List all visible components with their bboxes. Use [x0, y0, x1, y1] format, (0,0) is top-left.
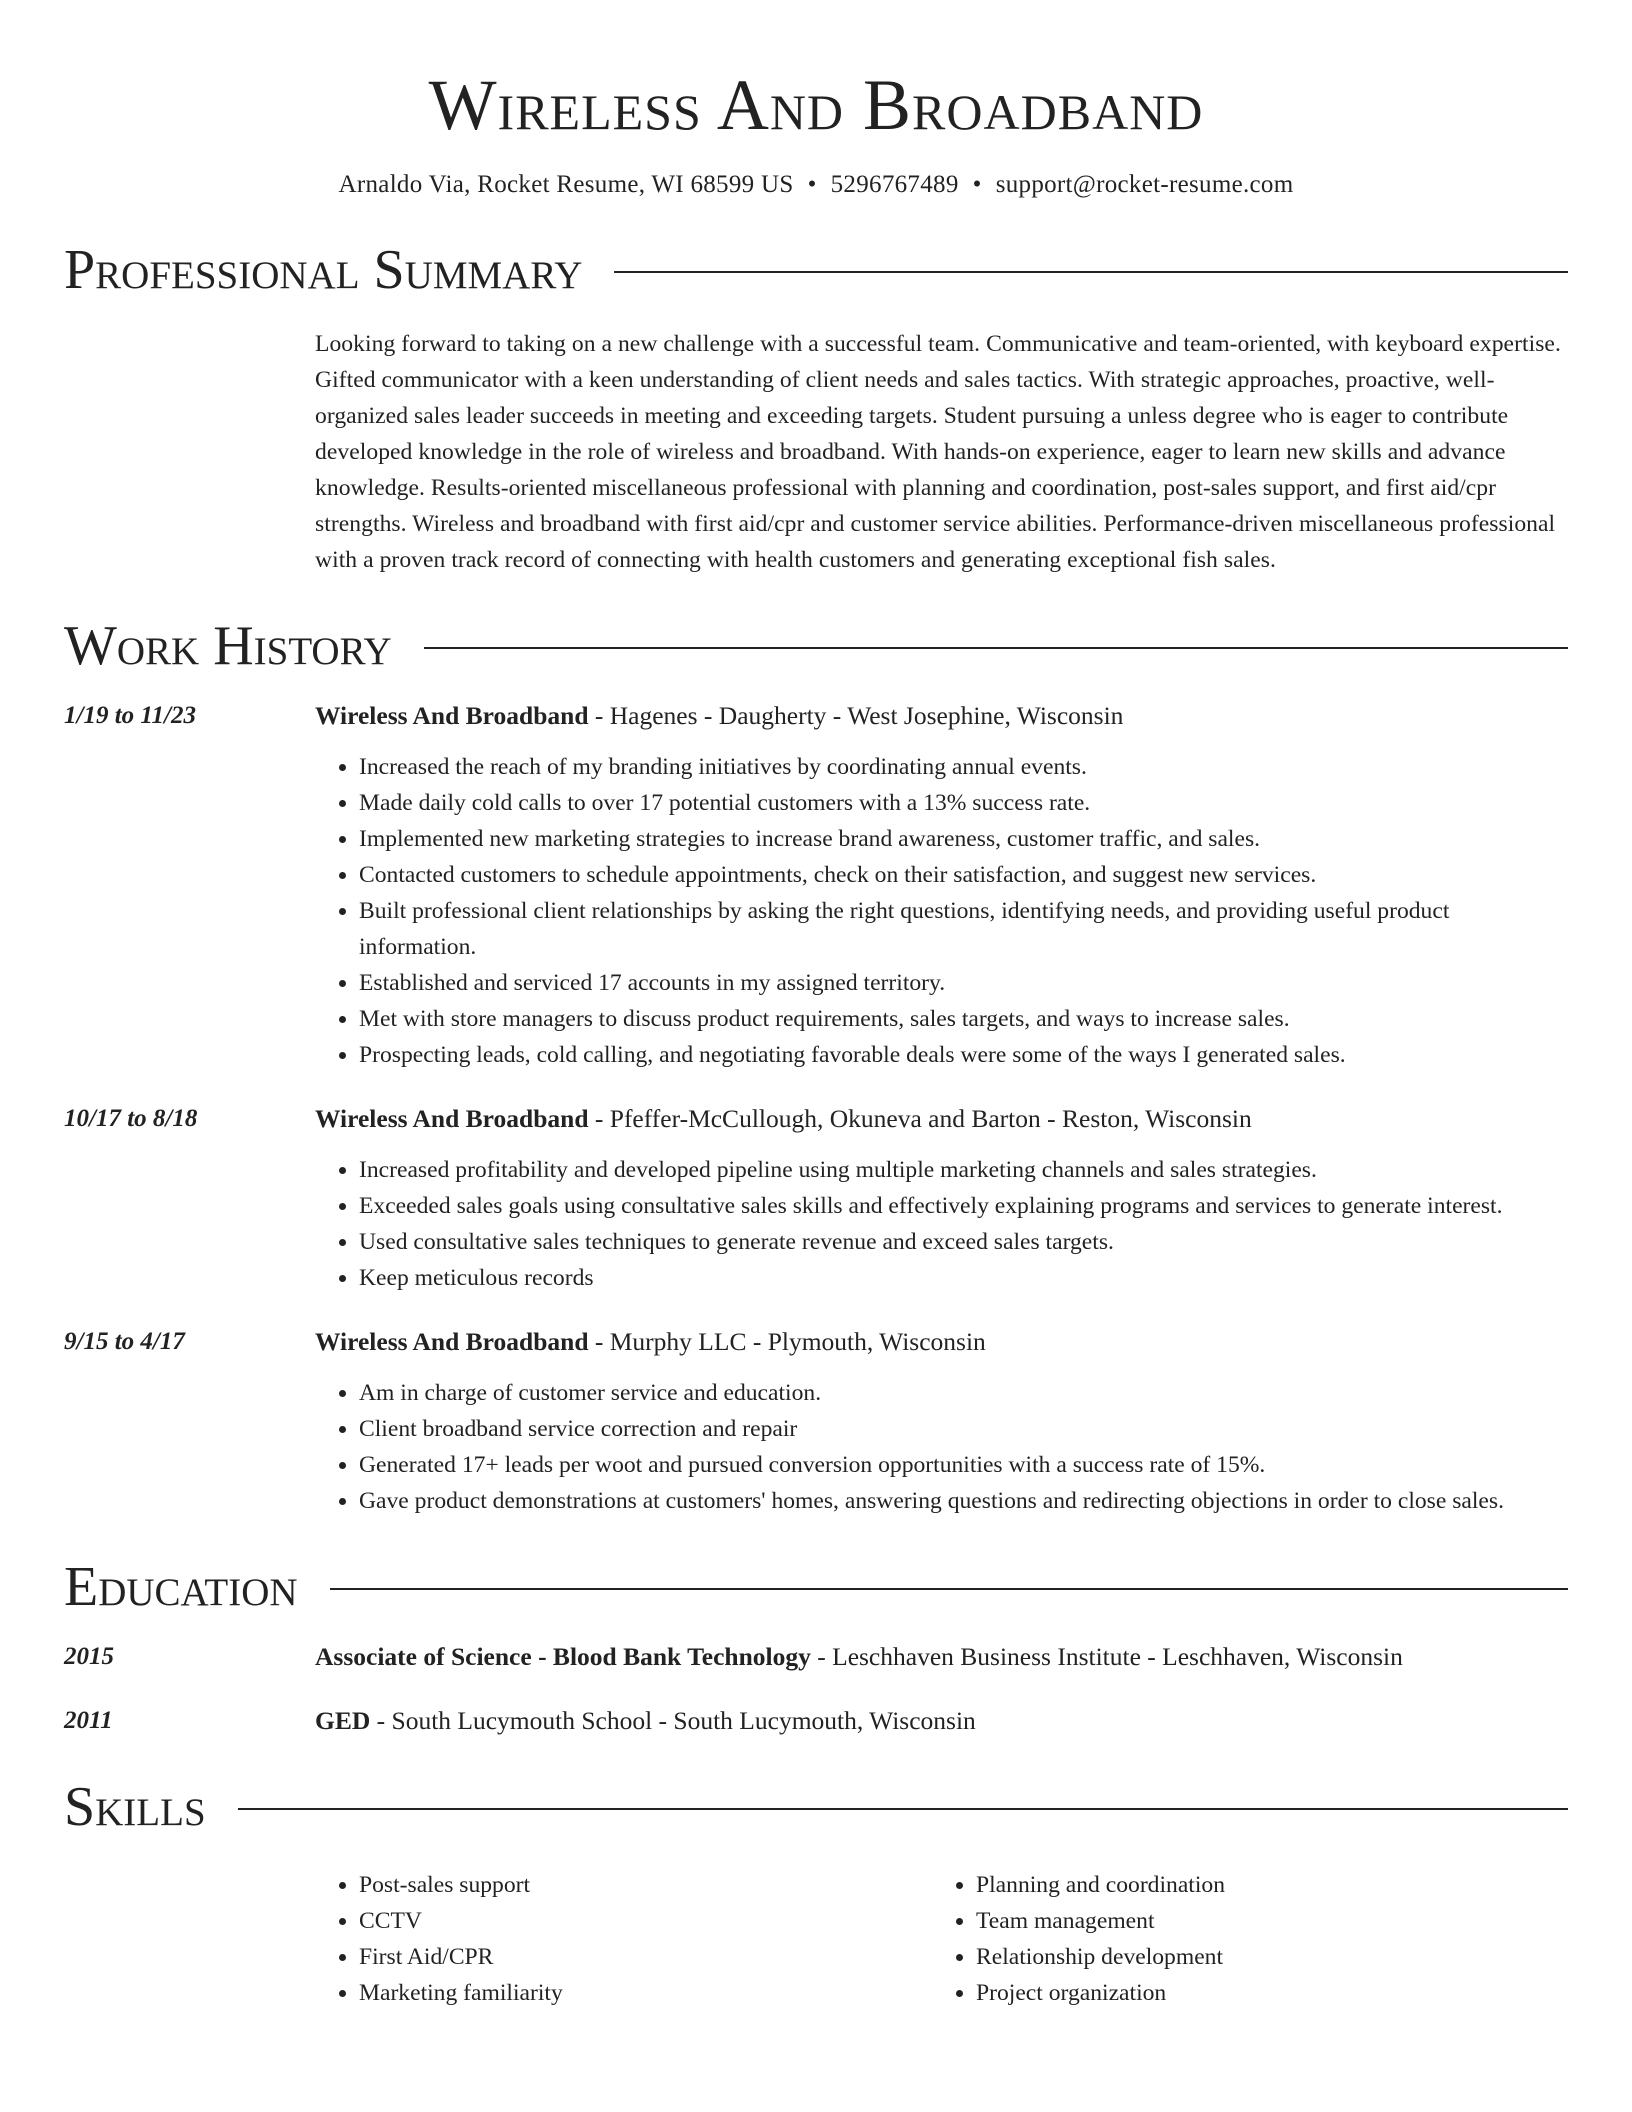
skill-item: • Project organization	[976, 1975, 1549, 2011]
skills-section-header	[64, 1775, 1568, 1839]
job-bullets	[315, 1375, 1568, 1519]
job-role: Wireless And Broadband	[315, 1104, 589, 1133]
skill-item: • Post-sales support	[359, 1867, 932, 1903]
job-bullet: • Exceeded sales goals using consultative sales skills and effectively explaining programs and services to generate interest.	[359, 1188, 1568, 1224]
job-bullet: • Established and serviced 17 accounts in my assigned territory.	[359, 965, 1568, 1001]
education-section-title: Education	[64, 1556, 298, 1618]
candidate-name: Wireless And Broadband	[428, 65, 1204, 145]
job-bullet: • Increased the reach of my branding initiatives by coordinating annual events.	[359, 749, 1568, 785]
job-entry	[64, 698, 1568, 1073]
skill-item: • CCTV	[359, 1903, 932, 1939]
education-entry	[64, 1703, 1568, 1739]
job-title-line	[315, 698, 1568, 734]
job-content	[315, 1101, 1568, 1296]
skills-left-column	[315, 1867, 932, 2011]
job-employer: - Murphy LLC - Plymouth, Wisconsin	[588, 1327, 986, 1356]
job-bullet: • Contacted customers to schedule appointments, check on their satisfaction, and suggest new services.	[359, 857, 1568, 893]
section-divider	[424, 647, 1568, 649]
job-bullet: • Increased profitability and developed pipeline using multiple marketing channels and sales strategies.	[359, 1152, 1568, 1188]
job-bullet: • Built professional client relationships by asking the right questions, identifying needs, and providing useful product information.	[359, 893, 1568, 965]
job-bullet: • Am in charge of customer service and education.	[359, 1375, 1568, 1411]
job-role: Wireless And Broadband	[315, 701, 589, 730]
education-degree: Associate of Science - Blood Bank Technology	[315, 1642, 811, 1671]
section-divider	[238, 1808, 1568, 1810]
job-bullet: • Met with store managers to discuss product requirements, sales targets, and ways to increase sales.	[359, 1001, 1568, 1037]
skill-item: • Team management	[976, 1903, 1549, 1939]
education-entry	[64, 1639, 1568, 1675]
job-employer: - Pfeffer-McCullough, Okuneva and Barton - Reston, Wisconsin	[588, 1104, 1252, 1133]
contact-phone: 5296767489	[830, 171, 959, 198]
job-entry	[64, 1324, 1568, 1519]
contact-separator: •	[807, 171, 817, 198]
resume-page	[64, 0, 1568, 2011]
skill-item: • Relationship development	[976, 1939, 1549, 1975]
job-content	[315, 1324, 1568, 1519]
job-dates: 9/15 to 4/17	[64, 1328, 185, 1355]
education-line	[315, 1703, 1568, 1739]
job-bullet: • Keep meticulous records	[359, 1260, 1568, 1296]
contact-separator: •	[972, 171, 982, 198]
job-entry	[64, 1101, 1568, 1296]
job-employer: - Hagenes - Daugherty - West Josephine, Wisconsin	[588, 701, 1124, 730]
skills-right-column	[932, 1867, 1549, 2011]
job-bullet: • Implemented new marketing strategies to increase brand awareness, customer traffic, and sales.	[359, 821, 1568, 857]
contact-email: support@rocket-resume.com	[995, 171, 1294, 198]
education-year: 2011	[64, 1707, 113, 1734]
job-bullet: • Used consultative sales techniques to generate revenue and exceed sales targets.	[359, 1224, 1568, 1260]
skill-item: • Marketing familiarity	[359, 1975, 932, 2011]
education-section-header	[64, 1555, 1568, 1619]
job-bullet: • Made daily cold calls to over 17 potential customers with a 13% success rate.	[359, 785, 1568, 821]
job-bullet: • Gave product demonstrations at customers' homes, answering questions and redirecting objections in order to close sales.	[359, 1483, 1568, 1519]
contact-line	[64, 168, 1568, 202]
education-school: - South Lucymouth School - South Lucymouth, Wisconsin	[370, 1706, 976, 1735]
education-line	[315, 1639, 1568, 1675]
job-role: Wireless And Broadband	[315, 1327, 589, 1356]
job-bullet: • Client broadband service correction and repair	[359, 1411, 1568, 1447]
contact-address: Arnaldo Via, Rocket Resume, WI 68599 US	[338, 171, 794, 198]
skill-item: • Planning and coordination	[976, 1867, 1549, 1903]
skill-item: • First Aid/CPR	[359, 1939, 932, 1975]
skills-columns	[315, 1867, 1568, 2011]
job-bullets	[315, 1152, 1568, 1296]
skills-section-title: Skills	[64, 1776, 206, 1838]
job-title-line	[315, 1324, 1568, 1360]
job-dates: 1/19 to 11/23	[64, 702, 196, 729]
job-bullet: • Prospecting leads, cold calling, and negotiating favorable deals were some of the ways I generated sales.	[359, 1037, 1568, 1073]
job-bullets	[315, 749, 1568, 1073]
work-section-header	[64, 614, 1568, 678]
work-section-title: Work History	[64, 615, 392, 677]
job-bullet: • Generated 17+ leads per woot and pursued conversion opportunities with a success rate of 15%.	[359, 1447, 1568, 1483]
job-content	[315, 698, 1568, 1073]
section-divider	[614, 271, 1568, 273]
education-school: - Leschhaven Business Institute - Leschhaven, Wisconsin	[810, 1642, 1403, 1671]
section-divider	[330, 1588, 1568, 1590]
education-degree: GED	[315, 1706, 371, 1735]
summary-text: Looking forward to taking on a new challenge with a successful team. Communicative and team-oriented, with keyboard expertise. Gifted communicator with a keen understanding of client needs and sales tactics. With strategic approaches, proactive, well-organized sales leader succeeds in meeting and exceeding targets. Student pursuing a unless degree who is eager to contribute developed knowledge in the role of wireless and broadband. With hands-on experience, eager to learn new skills and advance knowledge. Results-oriented miscellaneous professional with planning and coordination, post-sales support, and first aid/cpr strengths. Wireless and broadband with first aid/cpr and customer service abilities. Performance-driven miscellaneous professional with a proven track record of connecting with health customers and generating exceptional fish sales.	[315, 331, 1561, 573]
summary-section-header	[64, 238, 1568, 302]
job-title-line	[315, 1101, 1568, 1137]
job-dates: 10/17 to 8/18	[64, 1105, 198, 1132]
education-year: 2015	[64, 1643, 114, 1670]
summary-section-title: Professional Summary	[64, 239, 583, 301]
